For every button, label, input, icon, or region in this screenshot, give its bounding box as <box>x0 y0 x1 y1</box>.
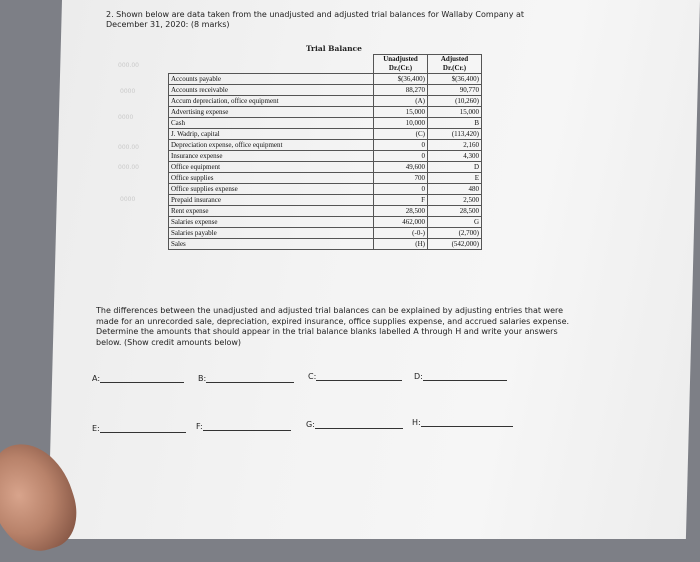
table-row <box>169 162 482 173</box>
answer-line[interactable] <box>203 422 291 431</box>
account-cell: Sales <box>169 239 374 250</box>
account-cell: Accounts receivable <box>169 85 374 96</box>
adjusted-cell: (113,420) <box>428 129 482 140</box>
account-cell: Office supplies expense <box>169 184 374 195</box>
table-row <box>169 217 482 228</box>
table-row <box>169 206 482 217</box>
answer-blank-d <box>414 372 507 381</box>
adjusted-cell: (542,000) <box>428 239 482 250</box>
answer-line[interactable] <box>423 372 507 381</box>
unadjusted-header-line1: Unadjusted <box>383 55 418 63</box>
table-row <box>169 74 482 85</box>
adjusted-cell: $(36,400) <box>428 74 482 85</box>
unadjusted-cell: 0 <box>374 140 428 151</box>
adjusted-header-line2: Dr.(Cr.) <box>442 64 467 72</box>
adjusted-cell: B <box>428 118 482 129</box>
answer-blank-h <box>412 418 513 427</box>
unadjusted-cell: F <box>374 195 428 206</box>
adjusted-cell: (10,260) <box>428 96 482 107</box>
answer-blank-g <box>306 420 403 429</box>
account-cell: Insurance expense <box>169 151 374 162</box>
account-cell: Office supplies <box>169 173 374 184</box>
answer-label: A: <box>92 374 101 383</box>
adjusted-cell: 28,500 <box>428 206 482 217</box>
answer-label: D: <box>414 372 423 381</box>
account-cell: Salaries expense <box>169 217 374 228</box>
answer-line[interactable] <box>100 374 184 383</box>
answer-line[interactable] <box>421 418 513 427</box>
faint-background-text: 0000 <box>118 114 134 121</box>
account-cell: Accounts payable <box>169 74 374 85</box>
unadjusted-cell: (H) <box>374 239 428 250</box>
unadjusted-header <box>374 55 428 74</box>
unadjusted-cell: 0 <box>374 151 428 162</box>
adjusted-cell: G <box>428 217 482 228</box>
adjusted-cell: 2,160 <box>428 140 482 151</box>
trial-balance-title: Trial Balance <box>306 44 362 53</box>
table-row <box>169 151 482 162</box>
question-title: 2. Shown below are data taken from the unadjusted and adjusted trial balances for Wallaby Company at December 31, 2020: (8 marks) <box>106 10 525 29</box>
answer-label: F: <box>196 422 203 431</box>
answer-blank-e <box>92 424 186 433</box>
answer-label: B: <box>198 374 207 383</box>
faint-background-text: 000.00 <box>118 144 139 151</box>
table-row <box>169 239 482 250</box>
answer-blank-c <box>308 372 402 381</box>
adjusted-cell: 2,500 <box>428 195 482 206</box>
answer-line[interactable] <box>315 420 403 429</box>
answer-blank-f <box>196 422 291 431</box>
answer-label: E: <box>92 424 100 433</box>
answer-label: H: <box>412 418 421 427</box>
table-row <box>169 118 482 129</box>
table-row <box>169 140 482 151</box>
unadjusted-cell: 28,500 <box>374 206 428 217</box>
answer-line[interactable] <box>206 374 294 383</box>
unadjusted-cell: (A) <box>374 96 428 107</box>
account-cell: J. Wadrip, capital <box>169 129 374 140</box>
adjusted-header <box>428 55 482 74</box>
table-row <box>169 228 482 239</box>
table-row <box>169 129 482 140</box>
account-cell: Office equipment <box>169 162 374 173</box>
adjusted-cell: D <box>428 162 482 173</box>
table-row <box>169 173 482 184</box>
adjusted-header-line1: Adjusted <box>440 55 469 63</box>
table-row <box>169 195 482 206</box>
account-cell: Depreciation expense, office equipment <box>169 140 374 151</box>
adjusted-cell: (2,700) <box>428 228 482 239</box>
answer-blank-b <box>198 374 294 383</box>
unadjusted-cell: 49,600 <box>374 162 428 173</box>
faint-background-text: 000.00 <box>118 62 139 69</box>
adjusted-cell: E <box>428 173 482 184</box>
account-cell: Accum depreciation, office equipment <box>169 96 374 107</box>
account-cell: Prepaid insurance <box>169 195 374 206</box>
account-cell: Cash <box>169 118 374 129</box>
unadjusted-cell: 15,000 <box>374 107 428 118</box>
adjusted-cell: 15,000 <box>428 107 482 118</box>
instructions-paragraph: The differences between the unadjusted and adjusted trial balances can be explained by adjusting entries that were made for an unrecorded sale, depreciation, expired insurance, office supplies expense, and accrued salaries expense. Determine the amounts that should appear in the trial balance blanks labelled A through H and write your answers below. (Show credit amounts below) <box>96 306 570 347</box>
answer-label: C: <box>308 372 317 381</box>
account-cell: Advertising expense <box>169 107 374 118</box>
answer-blank-a <box>92 374 184 383</box>
unadjusted-cell: 10,000 <box>374 118 428 129</box>
answer-line[interactable] <box>316 372 402 381</box>
table-row <box>169 184 482 195</box>
faint-background-text: 000.00 <box>118 164 139 171</box>
unadjusted-cell: (C) <box>374 129 428 140</box>
header-blank <box>169 55 374 74</box>
table-row <box>169 85 482 96</box>
answer-label: G: <box>306 420 315 429</box>
unadjusted-cell: 0 <box>374 184 428 195</box>
account-cell: Rent expense <box>169 206 374 217</box>
unadjusted-cell: $(36,400) <box>374 74 428 85</box>
table-row <box>169 96 482 107</box>
table-row <box>169 107 482 118</box>
trial-balance-table <box>168 54 482 250</box>
adjusted-cell: 480 <box>428 184 482 195</box>
answer-line[interactable] <box>100 424 186 433</box>
unadjusted-cell: (-0-) <box>374 228 428 239</box>
unadjusted-cell: 700 <box>374 173 428 184</box>
unadjusted-header-line2: Dr.(Cr.) <box>388 64 413 72</box>
account-cell: Salaries payable <box>169 228 374 239</box>
adjusted-cell: 90,770 <box>428 85 482 96</box>
faint-background-text: 0000 <box>120 196 136 203</box>
faint-background-text: 0000 <box>120 88 136 95</box>
adjusted-cell: 4,300 <box>428 151 482 162</box>
unadjusted-cell: 462,000 <box>374 217 428 228</box>
unadjusted-cell: 88,270 <box>374 85 428 96</box>
